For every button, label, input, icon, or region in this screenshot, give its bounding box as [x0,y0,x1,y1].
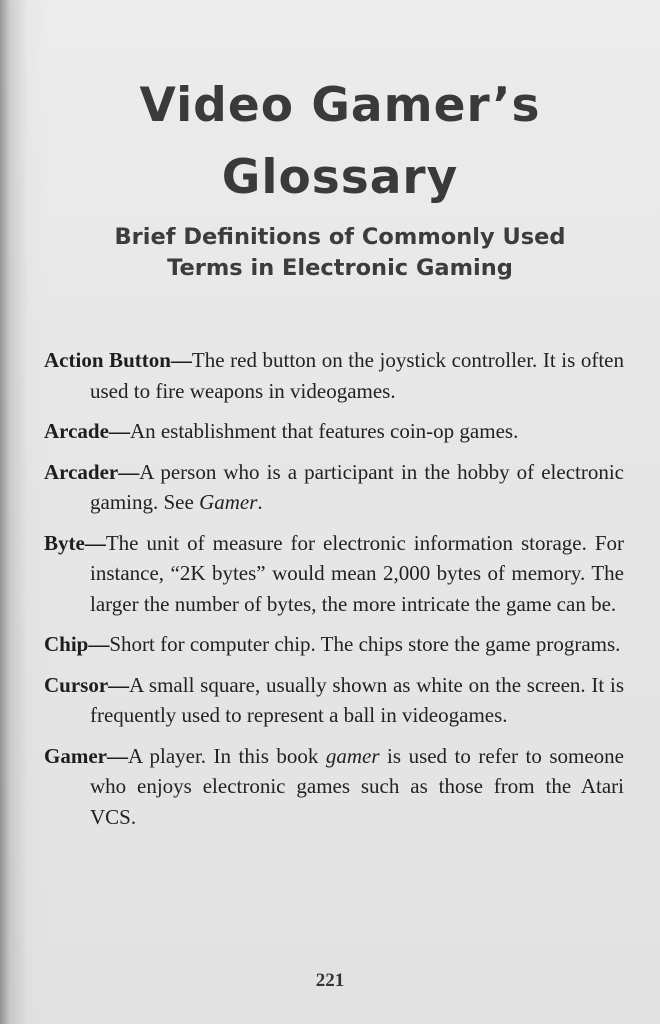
definition-end: . [257,490,263,514]
glossary-term: Cursor [44,672,109,697]
cross-reference: Gamer [199,490,258,514]
glossary-entry-arcader [44,457,624,518]
glossary-entry-byte [44,528,624,620]
emphasized-word: gamer [325,743,380,768]
glossary-entry-chip [44,629,624,660]
glossary-term: Action Button [44,348,171,372]
definition-end: is used to refer to someone who enjoys electronic games such as those from the Atari VCS. [90,743,624,829]
glossary-definition: The red button on the joystick controller. It is often used to fire weapons in videogames. [90,348,624,403]
glossary-term: Arcade [44,419,109,443]
glossary-definition: An establishment that features coin-op games. [129,419,519,443]
glossary-term: Gamer [44,743,107,768]
title-line-2: Glossary [221,150,459,205]
glossary-entry-arcade [44,416,624,447]
title-line-1: Video Gamer’s [139,78,541,133]
glossary-definition: Short for computer chip. The chips store the game programs. [109,632,621,656]
glossary-term: Chip [44,632,89,656]
glossary-entry-cursor [44,670,624,731]
glossary-term: Byte [44,530,85,555]
term-dash: — [108,419,130,443]
term-dash: — [88,632,110,656]
subtitle-line-2: Terms in Electronic Gaming [167,255,513,281]
term-dash: — [118,459,140,484]
term-dash: — [108,672,130,697]
term-dash: — [170,348,192,372]
page-number: 221 [315,970,345,991]
glossary-term: Arcader [44,459,119,484]
glossary-definition: A small square, usually shown as white on the screen. It is frequently used to represent a ball in videogames. [90,672,624,727]
glossary-entry-action-button [44,345,624,406]
subtitle-line-1: Brief Definitions of Commonly Used [114,224,566,250]
glossary-definition: A person who is a participant in the hobby of electronic gaming. See [90,459,624,514]
glossary-entry-gamer [44,741,624,833]
term-dash: — [106,743,128,768]
glossary-definition: A player. In this book [127,743,326,768]
glossary-entries [44,345,624,842]
glossary-definition: The unit of measure for electronic information storage. For instance, “2K bytes” would mean 2,000 bytes of memory. The larger the number of bytes, the more intricate the game can be. [90,530,624,616]
term-dash: — [84,530,106,555]
